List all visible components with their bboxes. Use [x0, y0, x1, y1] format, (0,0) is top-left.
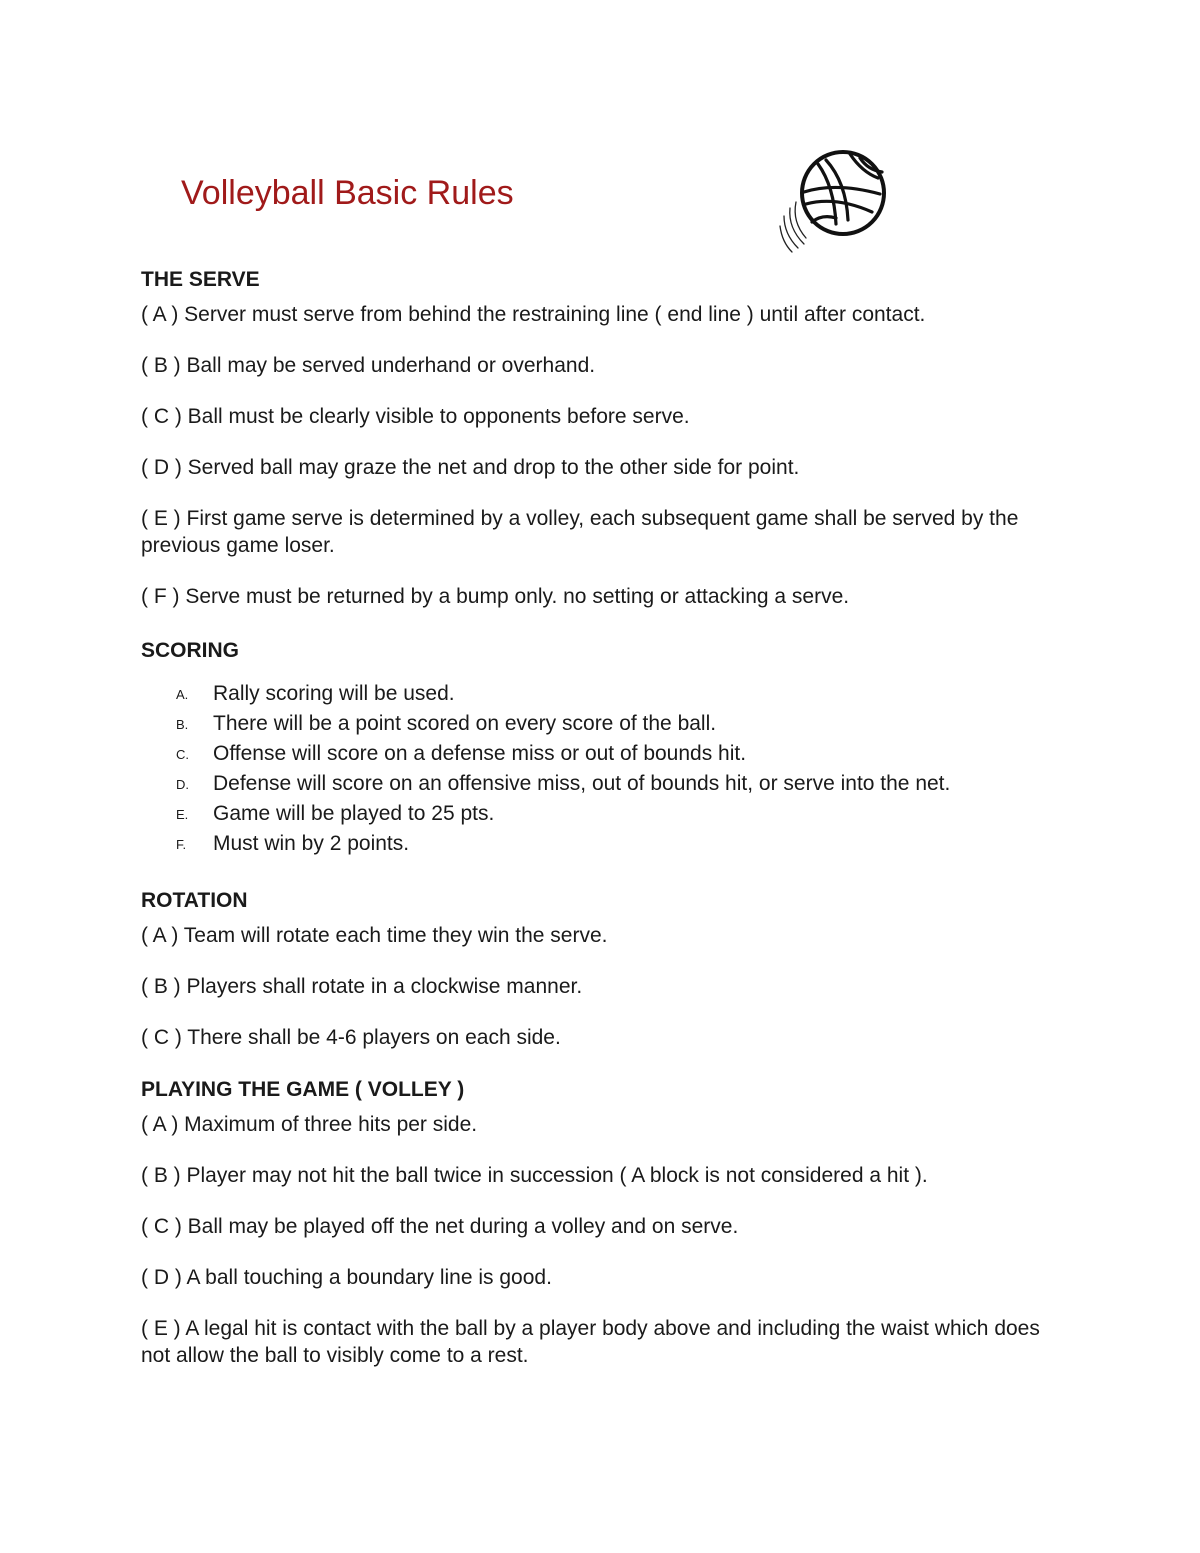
scoring-section [141, 636, 1071, 860]
section-heading-rotation: ROTATION [141, 889, 248, 912]
list-marker: E. [176, 807, 189, 822]
scoring-rules [141, 680, 1071, 860]
list-item-text: There will be a point scored on every score of the ball. [213, 712, 717, 735]
playing-rule-a: ( A ) Maximum of three hits per side. [141, 1113, 478, 1136]
page-title: Volleyball Basic Rules [181, 174, 514, 212]
serve-rule-e: ( E ) First game serve is determined by a volley, each subsequent game shall be served by the previous game loser. [141, 507, 1019, 557]
rotation-rule-b: ( B ) Players shall rotate in a clockwise manner. [141, 975, 583, 998]
playing-rule-c: ( C ) Ball may be played off the net during a volley and on serve. [141, 1215, 739, 1238]
serve-rule-f: ( F ) Serve must be returned by a bump only. no setting or attacking a serve. [141, 585, 850, 608]
list-item-text: Game will be played to 25 pts. [213, 802, 495, 825]
playing-rule-e: ( E ) A legal hit is contact with the ball by a player body above and including the waist which does not allow the ball to visibly come to a rest. [141, 1317, 1040, 1367]
playing-rule-d: ( D ) A ball touching a boundary line is good. [141, 1266, 552, 1289]
section-heading-playing: PLAYING THE GAME ( VOLLEY ) [141, 1078, 465, 1101]
playing-section [141, 1075, 1071, 1369]
list-item [176, 770, 1071, 800]
rotation-rule-c: ( C ) There shall be 4-6 players on each side. [141, 1026, 561, 1049]
rotation-section [141, 886, 1071, 1051]
section-heading-serve: THE SERVE [141, 268, 260, 291]
list-item [176, 740, 1071, 770]
list-marker: A. [176, 687, 189, 702]
list-item [176, 830, 1071, 860]
rules-content [141, 265, 1071, 1393]
serve-rules [141, 301, 1071, 610]
serve-rule-d: ( D ) Served ball may graze the net and drop to the other side for point. [141, 456, 800, 479]
list-item-text: Rally scoring will be used. [213, 682, 455, 705]
list-marker: B. [176, 717, 189, 732]
serve-rule-b: ( B ) Ball may be served underhand or overhand. [141, 354, 596, 377]
playing-rule-b: ( B ) Player may not hit the ball twice in succession ( A block is not considered a hit ). [141, 1164, 928, 1187]
rotation-rule-a: ( A ) Team will rotate each time they win the serve. [141, 924, 608, 947]
list-item [176, 680, 1071, 710]
section-heading-scoring: SCORING [141, 639, 240, 662]
serve-rule-a: ( A ) Server must serve from behind the restraining line ( end line ) until after contact. [141, 303, 926, 326]
list-item-text: Must win by 2 points. [213, 832, 410, 855]
list-marker: C. [176, 747, 189, 762]
list-item-text: Defense will score on an offensive miss, out of bounds hit, or serve into the net. [213, 772, 951, 795]
list-marker: D. [176, 777, 189, 792]
list-item-text: Offense will score on a defense miss or out of bounds hit. [213, 742, 747, 765]
serve-section [141, 265, 1071, 610]
serve-rule-c: ( C ) Ball must be clearly visible to opponents before serve. [141, 405, 690, 428]
list-item [176, 710, 1071, 740]
list-marker: F. [176, 837, 187, 852]
volleyball-icon [776, 142, 892, 258]
list-item [176, 800, 1071, 830]
